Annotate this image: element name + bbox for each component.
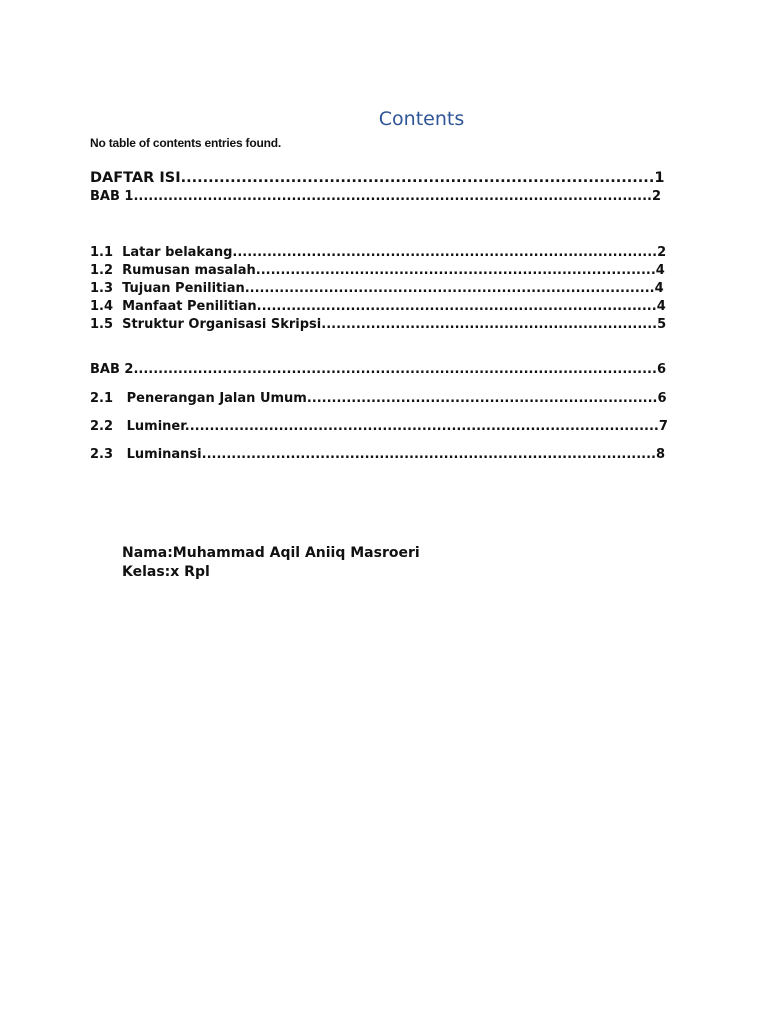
toc-leader-dots: ...................................................................................	[244, 281, 655, 296]
toc-entry-number: 2.1	[90, 391, 114, 406]
toc-entry-label: Struktur Organisasi Skripsi	[122, 317, 322, 332]
toc-entry-number: 2.2	[90, 419, 114, 434]
toc-entry-label: Luminer	[126, 419, 185, 434]
toc-entry-label: BAB 1	[90, 189, 134, 204]
toc-page-number: 2	[657, 245, 667, 260]
toc-entry-label: Tujuan Penilitian	[122, 281, 245, 296]
toc-entry-bab-2	[90, 361, 666, 378]
toc-page-number: 4	[656, 299, 666, 314]
toc-entry-label: BAB 2	[90, 362, 134, 377]
toc-entry-number: 1.4	[90, 299, 114, 314]
toc-entry-number: 2.3	[90, 447, 114, 462]
toc-entry-1-3	[90, 280, 664, 297]
toc-entry-1-5	[90, 316, 666, 333]
toc-entry-number: 1.3	[90, 281, 114, 296]
student-name: Nama:Muhammad Aqil Aniiq Masroeri	[122, 545, 420, 561]
toc-page-number: 8	[655, 447, 666, 462]
toc-entry-2-2	[90, 418, 668, 435]
toc-leader-dots: .................................................................................	[256, 299, 657, 314]
toc-page-number: 7	[658, 419, 668, 434]
toc-leader-dots: .........................................................................................................	[133, 189, 652, 204]
toc-entry-label: Penerangan Jalan Umum	[126, 391, 307, 406]
toc-entry-label: Latar belakang	[122, 245, 233, 260]
toc-page-number: 6	[656, 362, 666, 377]
toc-entry-2-3	[90, 446, 665, 463]
toc-notice: No table of contents entries found.	[90, 136, 282, 150]
toc-page-number: 1	[654, 170, 665, 186]
toc-page-number: 6	[657, 391, 667, 406]
contents-heading: Contents	[378, 108, 465, 130]
toc-entry-1-2	[90, 262, 665, 279]
toc-page-number: 4	[654, 281, 664, 296]
toc-leader-dots: ..........................................................................................................	[133, 362, 657, 377]
toc-entry-number: 1.1	[90, 245, 114, 260]
toc-page-number: 5	[657, 317, 667, 332]
toc-entry-bab-1	[90, 188, 661, 205]
toc-entry-number: 1.5	[90, 317, 114, 332]
toc-page-number: 2	[652, 189, 662, 204]
toc-leader-dots: .......................................................................	[306, 391, 658, 406]
toc-leader-dots: ......................................................................................	[232, 245, 658, 260]
toc-entry-2-1	[90, 390, 667, 407]
toc-entry-number: 1.2	[90, 263, 114, 278]
toc-page-number: 4	[655, 263, 665, 278]
toc-leader-dots: ....................................................................	[321, 317, 658, 332]
toc-entry-label: DAFTAR ISI	[90, 170, 181, 186]
toc-leader-dots: ............................................................................................	[201, 447, 656, 462]
toc-entry-daftar-isi	[90, 170, 664, 187]
toc-entry-1-4	[90, 298, 666, 315]
toc-entry-label: Rumusan masalah	[122, 263, 256, 278]
toc-leader-dots: ................................................................................................	[184, 419, 659, 434]
toc-entry-1-1	[90, 244, 666, 261]
toc-entry-label: Luminansi	[126, 447, 202, 462]
student-class: Kelas:x Rpl	[122, 564, 210, 580]
toc-leader-dots: ......................................................................................	[180, 170, 655, 186]
toc-entry-label: Manfaat Penilitian	[122, 299, 257, 314]
toc-leader-dots: .................................................................................	[255, 263, 656, 278]
